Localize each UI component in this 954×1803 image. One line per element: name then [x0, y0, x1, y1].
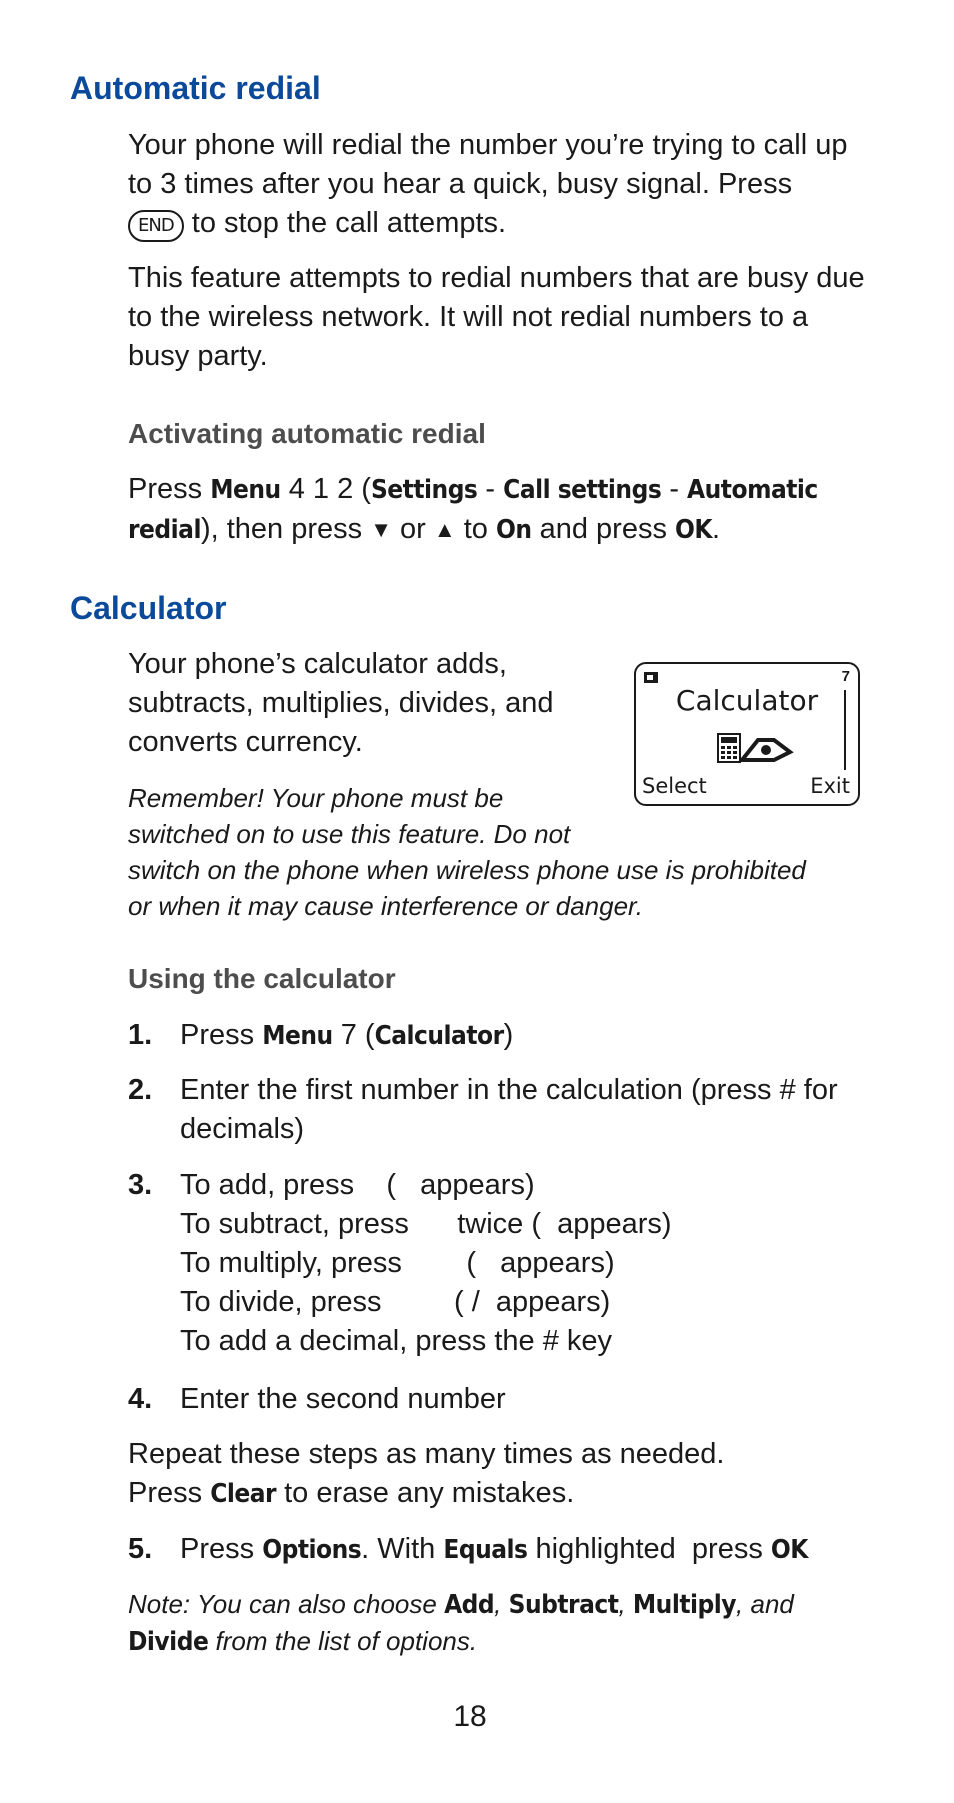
redial-instructions: [128, 470, 868, 550]
text: and press: [531, 513, 676, 545]
call-settings-label: Call settings: [503, 475, 662, 505]
text: to: [455, 513, 496, 545]
on-label: On: [496, 515, 532, 545]
text: ): [503, 1019, 514, 1051]
remember-note: [128, 780, 868, 924]
divide-label: Divide: [128, 1627, 209, 1657]
menu-key-label: Menu: [262, 1021, 333, 1051]
page-number: 18: [453, 1700, 487, 1733]
redial-paragraph-2: This feature attempts to redial numbers that are busy due to the wireless network. It will not redial numbers to a busy party.: [128, 262, 865, 372]
section-heading-calculator: Calculator: [70, 590, 227, 626]
text: ,: [494, 1589, 509, 1619]
up-arrow-icon: ▲: [433, 517, 456, 542]
step-line-subtract: To subtract, press twice ( appears): [180, 1208, 672, 1240]
menu-number: 7: [841, 668, 850, 685]
note-line: or when it may cause interference or danger.: [128, 891, 643, 921]
step-line-decimal: To add a decimal, press the # key: [180, 1325, 613, 1357]
step-line-multiply: To multiply, press ( appears): [180, 1247, 615, 1279]
down-arrow-icon: ▼: [370, 517, 392, 542]
text: Note: You can also choose: [128, 1589, 445, 1619]
text: , and: [736, 1589, 794, 1619]
menu-key-label: Menu: [210, 475, 281, 505]
step-line-divide: To divide, press ( / appears): [180, 1286, 611, 1318]
step-text: Enter the first number in the calculation (press # for decimals): [180, 1074, 838, 1145]
step-number: 4.: [128, 1383, 153, 1415]
equals-label: Equals: [443, 1535, 528, 1565]
step-number: 2.: [128, 1074, 153, 1106]
text: Press: [128, 473, 211, 505]
ok-label: OK: [770, 1535, 808, 1565]
subheading-activating-redial: Activating automatic redial: [128, 418, 486, 449]
screen-title: Calculator: [675, 684, 819, 717]
clear-label: Clear: [210, 1479, 277, 1509]
section-heading-automatic-redial: Automatic redial: [70, 70, 321, 106]
step-text: [180, 1166, 870, 1361]
text: to erase any mistakes.: [276, 1477, 575, 1509]
text: highlighted press: [527, 1533, 771, 1565]
scrollbar: [844, 690, 846, 770]
add-label: Add: [444, 1590, 495, 1620]
text: Repeat these steps as many times as needed.: [128, 1438, 725, 1470]
options-note: [128, 1586, 868, 1660]
step-text: [180, 1530, 870, 1570]
options-label: Options: [262, 1535, 362, 1565]
text: 4 1 2 (: [280, 473, 371, 505]
softkey-select: Select: [642, 774, 707, 798]
redial-text: Your phone will redial the number you’re trying to call up to 3 times after you hear a quick, busy signal. Press: [128, 129, 848, 200]
text: Press: [180, 1533, 263, 1565]
step-text: [180, 1016, 870, 1056]
step-number: 3.: [128, 1169, 153, 1201]
text: -: [477, 473, 504, 505]
multiply-label: Multiply: [632, 1590, 737, 1620]
subheading-using-calculator: Using the calculator: [128, 963, 396, 994]
text: .: [712, 513, 721, 545]
step-text: Enter the second number: [180, 1383, 506, 1415]
text: ), then press: [200, 513, 371, 545]
text: 7 (: [332, 1019, 375, 1051]
redial-paragraph-1: [128, 126, 868, 243]
automatic-redial-label: Automatic redial: [128, 475, 818, 545]
step-number: 1.: [128, 1019, 153, 1051]
signal-icon: [644, 672, 658, 683]
settings-label: Settings: [370, 475, 478, 505]
redial-text-end: to stop the call attempts.: [183, 207, 507, 239]
note-line: switch on the phone when wireless phone use is prohibited: [128, 855, 806, 885]
calculator-label: Calculator: [374, 1021, 504, 1051]
text: or: [392, 513, 434, 545]
step-line-add: To add, press ( appears): [180, 1169, 535, 1201]
ok-label: OK: [675, 515, 713, 545]
subtract-label: Subtract: [508, 1590, 619, 1620]
text: -: [661, 473, 688, 505]
calculator-icon: [716, 732, 796, 764]
text: Press: [128, 1477, 211, 1509]
repeat-paragraph: [128, 1435, 868, 1514]
text: ,: [618, 1589, 633, 1619]
text: from the list of options.: [208, 1626, 478, 1656]
step-number: 5.: [128, 1533, 153, 1565]
text: . With: [361, 1533, 444, 1565]
text: Press: [180, 1019, 263, 1051]
note-line: Remember! Your phone must be: [128, 783, 504, 813]
calculator-intro: Your phone’s calculator adds, subtracts, multiplies, divides, and converts currency.: [128, 648, 554, 758]
softkey-exit: Exit: [810, 774, 850, 798]
end-key-icon: END: [128, 210, 184, 242]
note-line: switched on to use this feature. Do not: [128, 819, 571, 849]
